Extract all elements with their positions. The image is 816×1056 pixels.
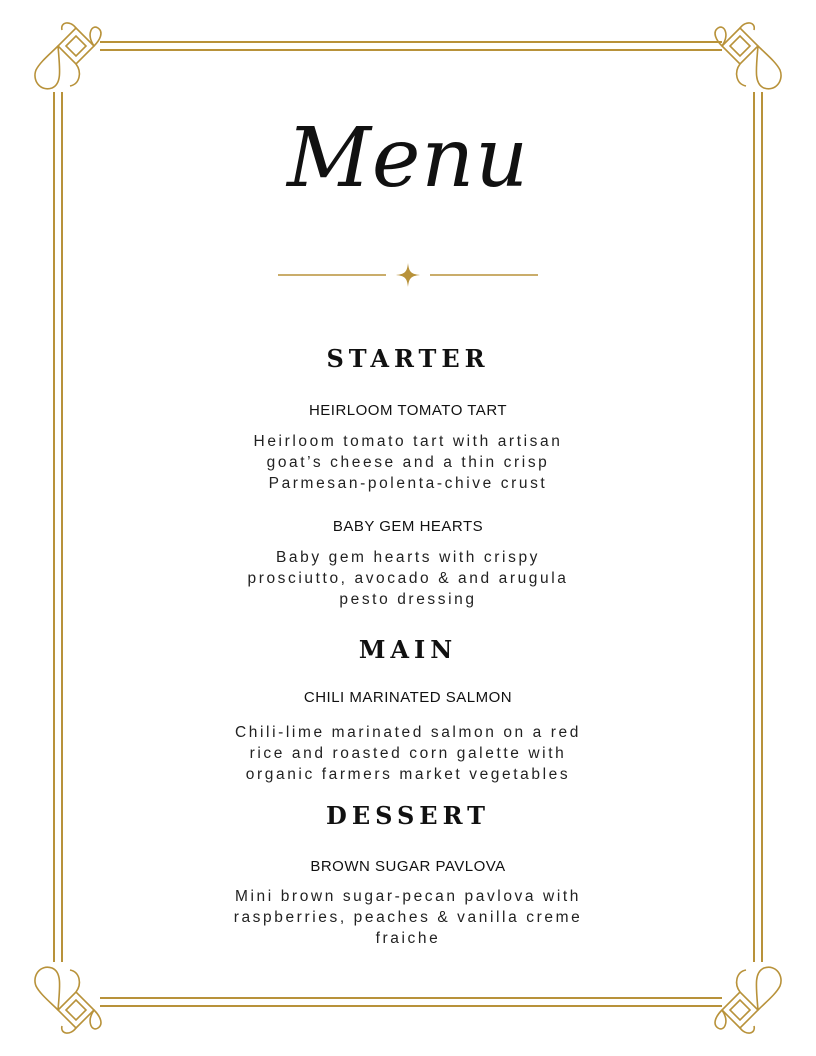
description-line: organic farmers market vegetables	[245, 766, 571, 783]
section-heading-main: MAIN	[358, 635, 458, 664]
description-line: Parmesan-polenta-chive crust	[268, 475, 548, 492]
section-heading-starter: STARTER	[326, 344, 490, 373]
item-title: CHILI MARINATED SALMON	[303, 689, 513, 706]
description-line: Chili-lime marinated salmon on a red	[234, 724, 581, 741]
item-description	[200, 431, 616, 494]
corner-ornament-top-right	[715, 23, 781, 89]
corner-ornament-bottom-right	[715, 967, 781, 1033]
item-title: HEIRLOOM TOMATO TART	[308, 402, 508, 419]
title-divider	[278, 262, 538, 288]
description-line: goat’s cheese and a thin crisp	[266, 454, 550, 471]
description-line: fraiche	[375, 930, 441, 947]
item-title: BROWN SUGAR PAVLOVA	[310, 858, 506, 875]
description-line: Mini brown sugar-pecan pavlova with	[234, 888, 581, 905]
item-description	[200, 547, 616, 610]
item-title: BABY GEM HEARTS	[332, 518, 484, 535]
description-line: prosciutto, avocado & and arugula	[247, 570, 569, 587]
star-icon	[396, 263, 420, 287]
description-line: pesto dressing	[339, 591, 477, 608]
corner-ornament-top-left	[35, 23, 101, 89]
description-line: rice and roasted corn galette with	[249, 745, 567, 762]
item-description	[200, 886, 616, 949]
corner-ornament-bottom-left	[35, 967, 101, 1033]
description-line: raspberries, peaches & vanilla creme	[233, 909, 583, 926]
description-line: Heirloom tomato tart with artisan	[253, 433, 563, 450]
section-heading-dessert: DESSERT	[326, 801, 490, 830]
menu-title: Menu	[286, 111, 530, 206]
item-description	[200, 722, 616, 785]
description-line: Baby gem hearts with crispy	[275, 549, 541, 566]
